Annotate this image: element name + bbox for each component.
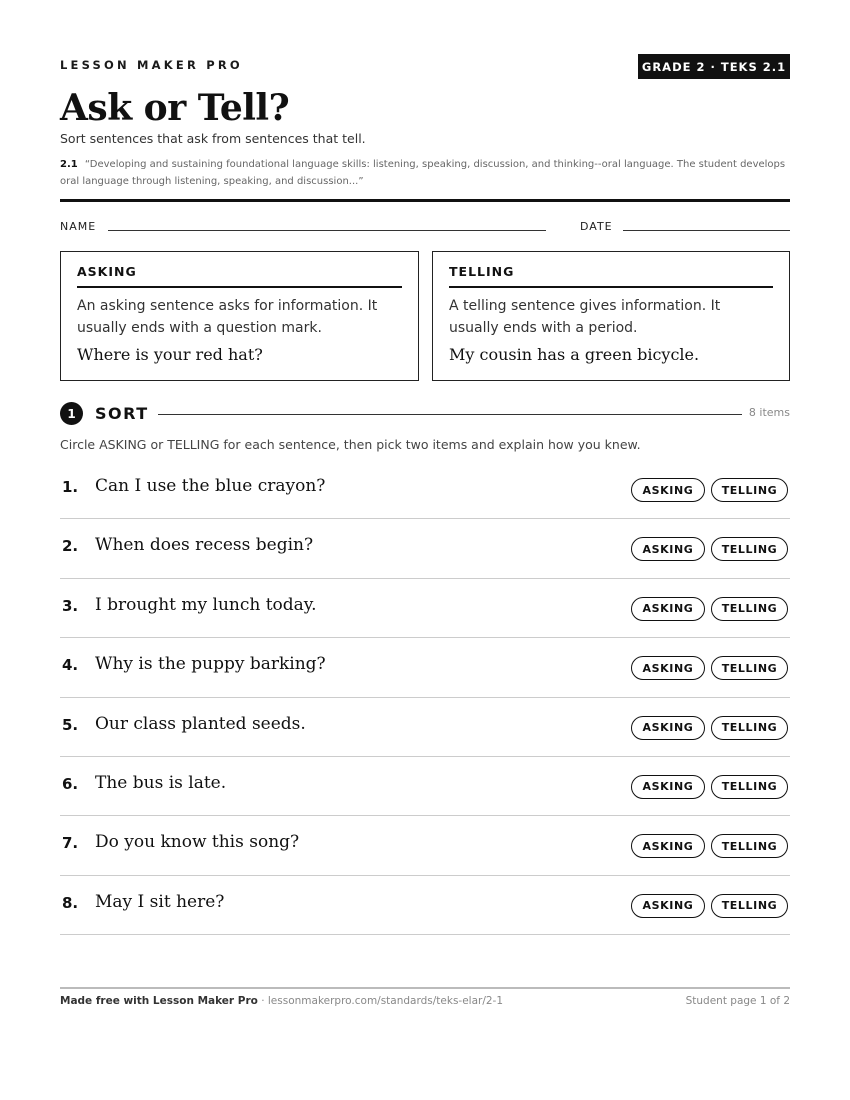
section-divider bbox=[158, 414, 742, 415]
question-text: I brought my lunch today. bbox=[95, 594, 317, 615]
question-text: The bus is late. bbox=[95, 772, 227, 793]
asking-choice[interactable]: ASKING bbox=[631, 597, 705, 621]
telling-heading: TELLING bbox=[449, 264, 773, 288]
question-number: 8. bbox=[62, 893, 79, 912]
question-number: 4. bbox=[62, 656, 79, 675]
standard-description bbox=[60, 156, 790, 190]
asking-example: Where is your red hat? bbox=[77, 345, 263, 364]
asking-choice[interactable]: ASKING bbox=[631, 834, 705, 858]
telling-example: My cousin has a green bicycle. bbox=[449, 345, 700, 364]
question-row bbox=[60, 816, 790, 875]
asking-choice[interactable]: ASKING bbox=[631, 478, 705, 502]
telling-choice[interactable]: TELLING bbox=[711, 597, 788, 621]
header-divider bbox=[60, 199, 790, 202]
date-field[interactable] bbox=[623, 230, 790, 231]
brand-name: LESSON MAKER PRO bbox=[60, 58, 243, 72]
telling-choice[interactable]: TELLING bbox=[711, 716, 788, 740]
question-text: May I sit here? bbox=[95, 891, 225, 912]
question-text: Can I use the blue crayon? bbox=[95, 476, 326, 496]
item-count: 8 items bbox=[748, 406, 790, 419]
footer-credit bbox=[60, 995, 503, 1007]
question-number: 6. bbox=[62, 774, 79, 793]
telling-definition-text: A telling sentence gives information. It usually ends with a period. bbox=[449, 298, 721, 336]
grade-badge: GRADE 2 · TEKS 2.1 bbox=[638, 54, 790, 79]
question-number: 3. bbox=[62, 596, 79, 615]
footer-page-number: Student page 1 of 2 bbox=[685, 995, 790, 1007]
question-row bbox=[60, 460, 790, 519]
question-row bbox=[60, 876, 790, 935]
asking-heading: ASKING bbox=[77, 264, 402, 288]
page-title: Ask or Tell? bbox=[60, 87, 290, 129]
page-subtitle: Sort sentences that ask from sentences that tell. bbox=[60, 131, 366, 146]
question-number: 2. bbox=[62, 537, 79, 556]
question-row bbox=[60, 579, 790, 638]
telling-choice[interactable]: TELLING bbox=[711, 775, 788, 799]
question-row bbox=[60, 698, 790, 757]
asking-choice[interactable]: ASKING bbox=[631, 894, 705, 918]
sort-section-header bbox=[60, 402, 790, 424]
standard-text: “Developing and sustaining foundational language skills: listening, speaking, discussion, and thinking--oral language. The student develops oral language through listening, speaking, and discussion...” bbox=[60, 159, 786, 187]
asking-choice[interactable]: ASKING bbox=[631, 716, 705, 740]
asking-definition-box bbox=[60, 251, 419, 381]
question-row bbox=[60, 757, 790, 816]
asking-definition-text: An asking sentence asks for information. It usually ends with a question mark. bbox=[77, 298, 378, 336]
telling-choice[interactable]: TELLING bbox=[711, 894, 788, 918]
step-number-badge: 1 bbox=[60, 402, 83, 425]
question-number: 5. bbox=[62, 715, 79, 734]
question-number: 1. bbox=[62, 478, 79, 496]
telling-choice[interactable]: TELLING bbox=[711, 656, 788, 680]
footer-divider bbox=[60, 987, 790, 989]
telling-definition-box bbox=[432, 251, 790, 381]
date-label: DATE bbox=[580, 220, 613, 233]
question-text: When does recess begin? bbox=[95, 535, 314, 556]
question-text: Why is the puppy barking? bbox=[95, 654, 326, 675]
question-list bbox=[60, 460, 790, 935]
footer-url[interactable]: · lessonmakerpro.com/standards/teks-elar/2-1 bbox=[261, 995, 504, 1007]
asking-choice[interactable]: ASKING bbox=[631, 537, 705, 561]
name-field[interactable] bbox=[108, 230, 546, 231]
asking-choice[interactable]: ASKING bbox=[631, 656, 705, 680]
section-title: SORT bbox=[95, 404, 149, 423]
question-text: Do you know this song? bbox=[95, 832, 300, 853]
asking-choice[interactable]: ASKING bbox=[631, 775, 705, 799]
question-number: 7. bbox=[62, 834, 79, 853]
instructions: Circle ASKING or TELLING for each sentence, then pick two items and explain how you knew. bbox=[60, 437, 641, 452]
question-row bbox=[60, 638, 790, 697]
telling-choice[interactable]: TELLING bbox=[711, 537, 788, 561]
telling-choice[interactable]: TELLING bbox=[711, 834, 788, 858]
telling-choice[interactable]: TELLING bbox=[711, 478, 788, 502]
standard-code: 2.1 bbox=[60, 159, 78, 170]
worksheet-page bbox=[60, 0, 790, 1100]
name-label: NAME bbox=[60, 220, 97, 233]
question-text: Our class planted seeds. bbox=[95, 713, 306, 734]
question-row bbox=[60, 519, 790, 578]
footer-made-with: Made free with Lesson Maker Pro bbox=[60, 995, 258, 1007]
